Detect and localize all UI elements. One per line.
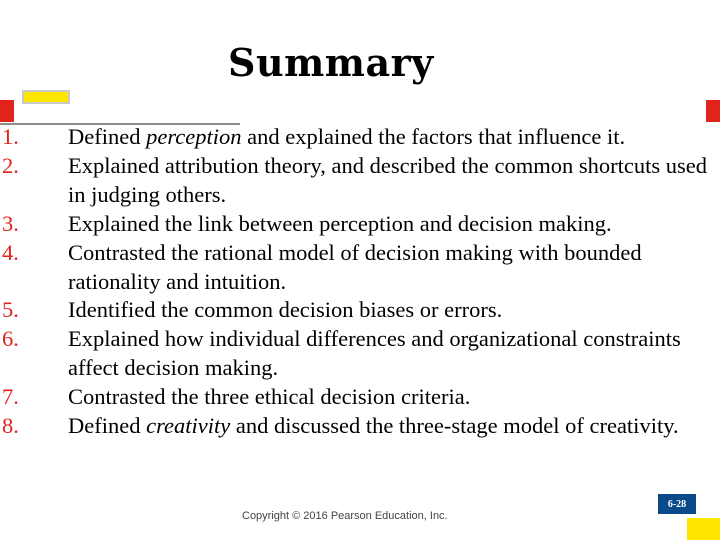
summary-item [0,296,712,325]
item-number: 7. [2,384,19,410]
decorative-yellow-bar-left [22,90,70,104]
item-number: 3. [2,210,19,236]
item-text: Contrasted the rational model of decision making with bounded rationality and intuition. [68,239,642,294]
item-number: 8. [2,413,19,439]
item-number: 6. [2,326,19,352]
decorative-red-square-left [0,100,14,122]
emphasized-term: perception [146,124,242,149]
item-text: Contrasted the three ethical decision criteria. [68,384,471,410]
item-text: Defined perception and explained the factors that influence it. [68,124,626,149]
item-number: 5. [2,297,19,323]
item-number: 4. [2,239,19,265]
item-text: Identified the common decision biases or errors. [68,297,503,323]
summary-list [0,123,712,441]
emphasized-term: creativity [146,413,231,439]
item-number: 2. [2,152,19,178]
slide-number-badge: 6-28 [658,494,696,514]
summary-item [0,210,712,239]
item-text: Explained attribution theory, and described the common shortcuts used in judging others. [68,152,708,207]
slide-title: Summary [228,40,434,85]
item-text: Explained the link between perception and decision making. [68,210,612,236]
item-number: 1. [2,124,19,149]
item-text: Explained how individual differences and organizational constraints affect decision making. [68,326,681,381]
item-text: Defined creativity and discussed the three-stage model of creativity. [68,413,679,439]
summary-item [0,152,712,210]
summary-item [0,239,712,297]
summary-item [0,383,712,412]
summary-item [0,123,712,152]
decorative-yellow-square-bottom-right [687,518,720,540]
summary-item [0,412,712,441]
summary-item [0,325,712,383]
decorative-red-square-right [706,100,720,122]
copyright-notice: Copyright © 2016 Pearson Education, Inc. [242,510,448,522]
